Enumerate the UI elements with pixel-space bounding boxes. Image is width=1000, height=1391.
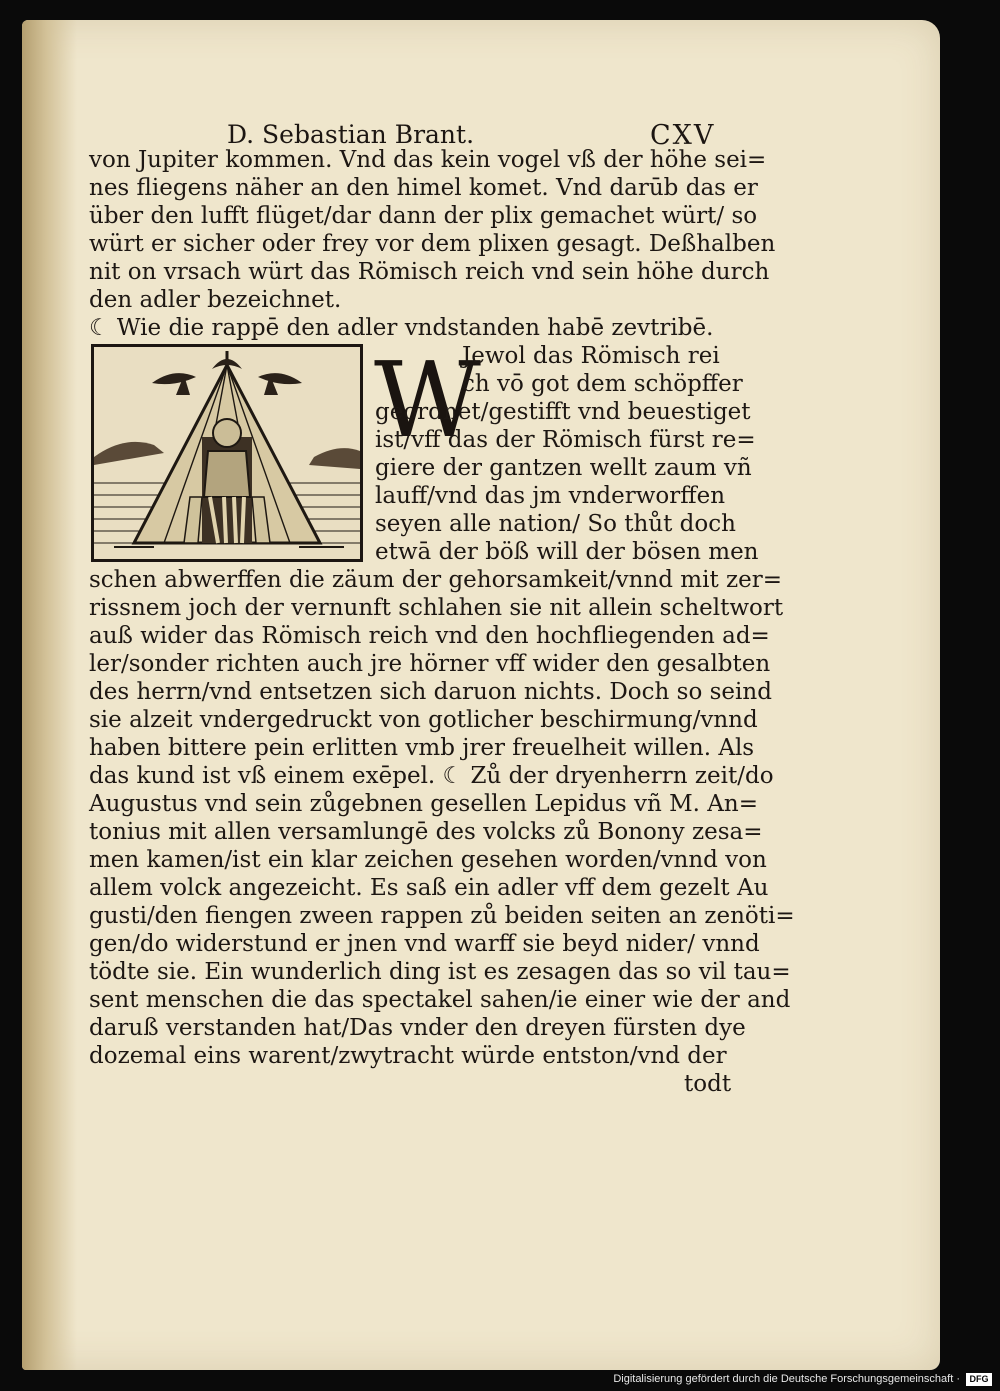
text-line: haben bittere pein erlitten vmb jrer freuelheit willen. Als <box>89 735 755 761</box>
text-line: allem volck angezeicht. Es saß ein adler vff dem gezelt Au <box>89 875 769 901</box>
page-gutter <box>22 20 77 1370</box>
text-line: ler/sonder richten auch jre hörner vff wider den gesalbten <box>89 651 771 677</box>
text-line: rissnem joch der vernunft schlahen sie nit allein scheltwort <box>89 595 784 621</box>
text-line: gen/do widerstund er jnen vnd warff sie beyd nider/ vnnd <box>89 931 760 957</box>
text-line: Jewol das Römisch rei <box>462 343 720 369</box>
text-line: schen abwerffen die zäum der gehorsamkeit/vnnd mit zer= <box>89 567 783 593</box>
text-line: ch vō got dem schöpffer <box>462 371 743 397</box>
text-line: den adler bezeichnet. <box>89 287 342 313</box>
text-line: geordnet/gestifft vnd beuestiget <box>375 399 751 425</box>
text-line: daruß verstanden hat/Das vnder den dreyen fürsten dye <box>89 1015 746 1041</box>
text-line: des herrn/vnd entsetzen sich daruon nichts. Doch so seind <box>89 679 772 705</box>
text-line: giere der gantzen wellt zaum vñ <box>375 455 752 481</box>
text-line: gusti/den fiengen zween rappen zů beiden seiten an zenöti= <box>89 903 795 929</box>
text-line: lauff/vnd das jm vnderworffen <box>375 483 726 509</box>
text-line: von Jupiter kommen. Vnd das kein vogel vß der höhe sei= <box>89 147 767 173</box>
book-page <box>22 20 940 1370</box>
folio-number: CXV <box>650 120 716 151</box>
text-line: Augustus vnd sein zůgebnen gesellen Lepidus vñ M. An= <box>89 791 758 817</box>
text-line: auß wider das Römisch reich vnd den hochfliegenden ad= <box>89 623 770 649</box>
dfg-logo: DFG <box>966 1373 992 1386</box>
text-line: seyen alle nation/ So thůt doch <box>375 511 736 537</box>
text-line: das kund ist vß einem exēpel. ☾ Zů der dryenherrn zeit/do <box>89 763 774 789</box>
text-line: etwā der böß will der bösen men <box>375 539 759 565</box>
text-line: nit on vrsach würt das Römisch reich vnd sein höhe durch <box>89 259 770 285</box>
catchword: todt <box>684 1071 732 1097</box>
text-line: tonius mit allen versamlungē des volcks zů Bonony zesa= <box>89 819 763 845</box>
text-line: über den lufft flüget/dar dann der plix gemachet würt/ so <box>89 203 758 229</box>
text-line: ist/vff das der Römisch fürst re= <box>375 427 756 453</box>
decorated-initial: W <box>374 339 481 461</box>
text-line: sent menschen die das spectakel sahen/ie einer wie der and <box>89 987 791 1013</box>
chapter-heading: ☾ Wie die rappē den adler vndstanden habē zevtribē. <box>89 315 714 341</box>
text-line: men kamen/ist ein klar zeichen gesehen worden/vnnd von <box>89 847 767 873</box>
text-line: würt er sicher oder frey vor dem plixen gesagt. Deßhalben <box>89 231 776 257</box>
text-line: nes fliegens näher an den himel komet. Vnd darūb das er <box>89 175 758 201</box>
text-line: dozemal eins warent/zwytracht würde entston/vnd der <box>89 1043 727 1069</box>
running-head: D. Sebastian Brant. <box>227 120 475 149</box>
digitization-credit: Digitalisierung gefördert durch die Deutsche Forschungsgemeinschaft · <box>613 1373 960 1385</box>
woodcut-illustration <box>91 344 363 562</box>
text-line: sie alzeit vndergedruckt von gotlicher beschirmung/vnnd <box>89 707 758 733</box>
text-line: tödte sie. Ein wunderlich ding ist es zesagen das so vil tau= <box>89 959 791 985</box>
